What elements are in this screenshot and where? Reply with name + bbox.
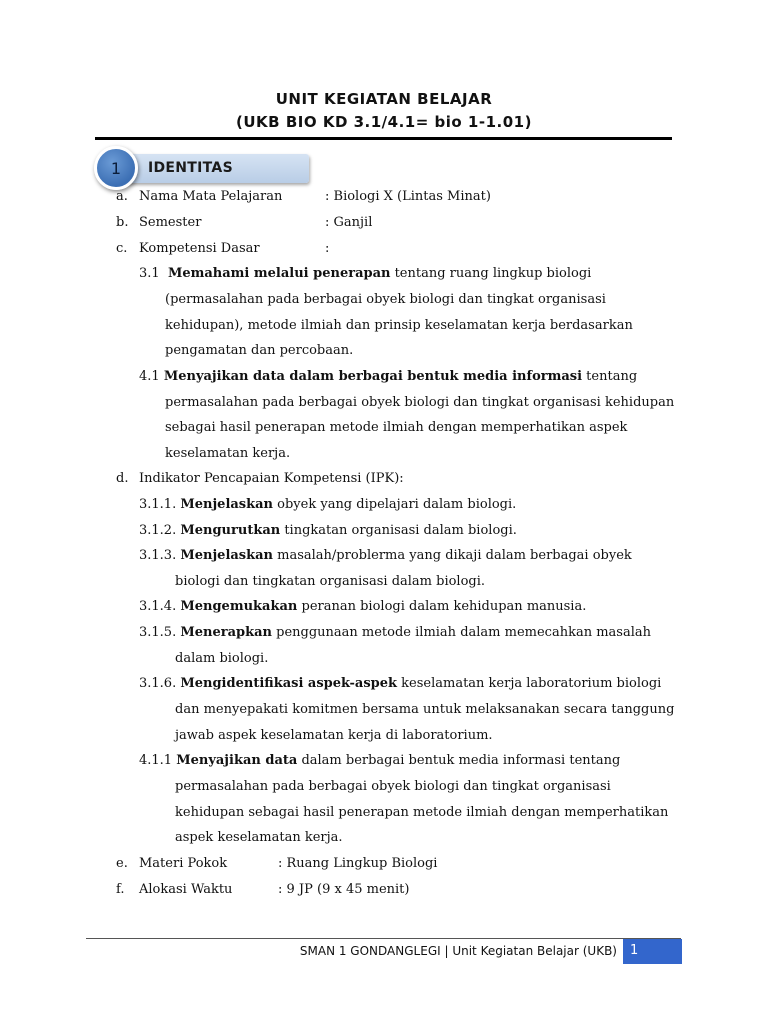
list-letter: a. [116,189,128,204]
kd-text-line: keselamatan kerja. [165,446,291,461]
ipk-text-line: aspek keselamatan kerja. [175,830,343,845]
kd-text-line: (permasalahan pada berbagai obyek biologi dan tingkat organisasi [165,292,606,307]
ipk-text: masalah/problerma yang dikaji dalam berbagai obyek [273,548,632,563]
kd-text-line: kehidupan), metode ilmiah dan prinsip keselamatan kerja berdasarkan [165,318,633,333]
ipk-number: 3.1.4. [139,599,177,614]
field-label-kd: Kompetensi Dasar [139,241,260,256]
ipk-text: peranan biologi dalam kehidupan manusia. [297,599,587,614]
footer-text: SMAN 1 GONDANGLEGI | Unit Kegiatan Belajar (UKB) [299,944,617,958]
ipk-number: 4.1.1 [139,753,173,768]
kd-text-line: pengamatan dan percobaan. [165,343,354,358]
ipk-text: keselamatan kerja laboratorium biologi [397,676,662,691]
footer-divider [86,938,681,939]
ipk-item [139,625,651,641]
ipk-item [139,599,586,615]
section-label: IDENTITAS [148,160,233,176]
ipk-keyword: Menerapkan [180,625,272,640]
ipk-text: dalam berbagai bentuk media informasi tentang [297,753,621,768]
ipk-item [139,676,661,692]
ipk-keyword: Menyajikan data [176,753,298,768]
ipk-item [139,523,517,539]
ipk-text-line: jawab aspek keselamatan kerja di laboratorium. [175,728,493,743]
ipk-text: penggunaan metode ilmiah dalam memecahkan masalah [272,625,651,640]
document-subtitle: (UKB BIO KD 3.1/4.1= bio 1-1.01) [236,113,532,131]
ipk-item [139,548,632,564]
list-letter: b. [116,215,129,230]
page-number-box [623,939,682,964]
section-number-badge [94,146,138,190]
field-label-alokasi: Alokasi Waktu [139,882,233,897]
field-label-semester: Semester [139,215,202,230]
list-letter: f. [116,882,125,897]
section-number: 1 [110,159,122,178]
kd-item-3-1 [139,266,591,282]
field-label-subject: Nama Mata Pelajaran [139,189,283,204]
header-divider [95,137,672,140]
ipk-number: 3.1.2. [139,523,177,538]
field-value-subject: : Biologi X (Lintas Minat) [325,189,491,204]
ipk-keyword: Mengurutkan [180,523,281,538]
document-title: UNIT KEGIATAN BELAJAR [275,90,493,108]
kd-number: 4.1 [139,369,160,384]
field-value-materi: : Ruang Lingkup Biologi [278,856,438,871]
kd-text-line: permasalahan pada berbagai obyek biologi dan tingkat organisasi kehidupan [165,395,675,410]
kd-text: tentang [582,369,638,384]
ipk-text-line: permasalahan pada berbagai obyek biologi dan tingkat organisasi [175,779,611,794]
kd-text: tentang ruang lingkup biologi [390,266,592,281]
ipk-heading: Indikator Pencapaian Kompetensi (IPK): [139,471,404,486]
ipk-text-line: dalam biologi. [175,651,269,666]
list-letter: e. [116,856,128,871]
ipk-text-line: dan menyepakati komitmen bersama untuk melaksanakan secara tanggung [175,702,675,717]
ipk-keyword: Menjelaskan [180,497,274,512]
kd-item-4-1 [139,369,637,385]
ipk-number: 3.1.1. [139,497,177,512]
ipk-keyword: Mengemukakan [180,599,298,614]
ipk-number: 3.1.3. [139,548,177,563]
kd-number: 3.1 [139,266,160,281]
ipk-text: obyek yang dipelajari dalam biologi. [273,497,517,512]
kd-keyword: Menyajikan data dalam berbagai bentuk media informasi [163,369,583,384]
ipk-number: 3.1.6. [139,676,177,691]
ipk-keyword: Menjelaskan [180,548,274,563]
field-value-semester: : Ganjil [325,215,373,230]
field-label-materi: Materi Pokok [139,856,228,871]
ipk-number: 3.1.5. [139,625,177,640]
kd-text-line: sebagai hasil penerapan metode ilmiah dengan memperhatikan aspek [165,420,628,435]
page-number: 1 [630,943,639,958]
ipk-text-line: kehidupan sebagai hasil penerapan metode ilmiah dengan memperhatikan [175,805,669,820]
ipk-item [139,497,516,513]
field-value-kd: : [325,241,330,256]
ipk-text: tingkatan organisasi dalam biologi. [280,523,517,538]
list-letter: d. [116,471,129,486]
ipk-keyword: Mengidentifikasi aspek-aspek [180,676,398,691]
list-letter: c. [116,241,128,256]
kd-keyword: Memahami melalui penerapan [167,266,391,281]
ipk-text-line: biologi dan tingkatan organisasi dalam biologi. [175,574,486,589]
ipk-item [139,753,620,769]
section-banner [112,154,309,183]
field-value-alokasi: : 9 JP (9 x 45 menit) [278,882,410,897]
